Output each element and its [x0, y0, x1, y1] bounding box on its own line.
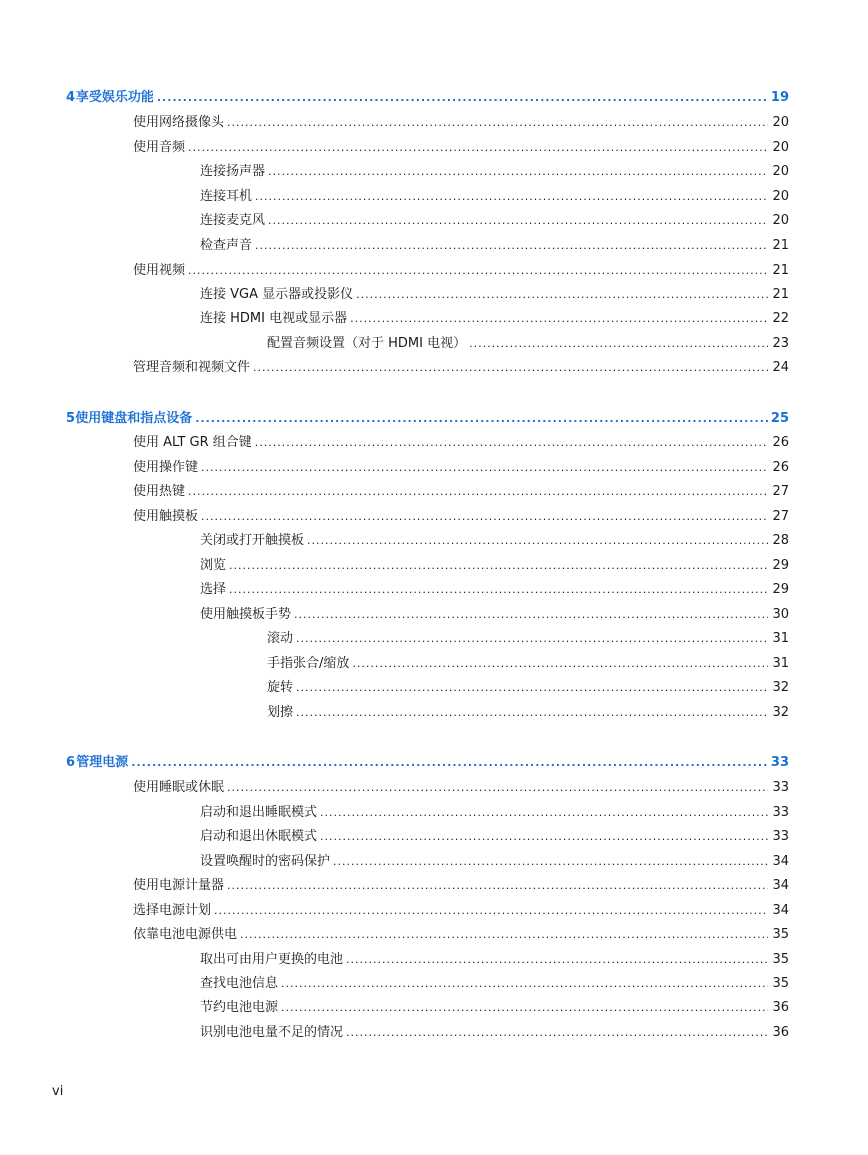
toc-entry[interactable]: [267, 335, 789, 353]
toc-page-number: 20: [772, 213, 789, 228]
toc-entry[interactable]: [267, 655, 789, 673]
toc-page-number: 34: [772, 903, 789, 918]
toc-entry[interactable]: [200, 1024, 789, 1042]
toc-page-number: 20: [772, 115, 789, 130]
toc-entry[interactable]: [200, 163, 789, 181]
toc-entry[interactable]: [133, 902, 789, 920]
toc-page-number: 30: [772, 607, 789, 622]
toc-entry[interactable]: [133, 877, 789, 895]
toc-page-number: 19: [770, 90, 789, 105]
toc-chapter-entry[interactable]: [66, 754, 789, 772]
toc-page-number: 35: [772, 976, 789, 991]
toc-entry-title: 划擦: [267, 705, 294, 720]
dot-leader: [296, 630, 768, 648]
toc-entry-title: 连接麦克风: [200, 213, 266, 228]
toc-entry[interactable]: [200, 853, 789, 871]
dot-leader: [346, 1024, 768, 1042]
toc-entry[interactable]: [200, 286, 789, 304]
chapter-number: 6: [66, 755, 76, 770]
toc-page-number: 20: [772, 164, 789, 179]
toc-entry-title: 启动和退出休眠模式: [200, 829, 318, 844]
toc-entry-title: 使用睡眠或休眠: [133, 780, 225, 795]
toc-page-number: 36: [772, 1025, 789, 1040]
toc-page-number: 29: [772, 582, 789, 597]
dot-leader: [195, 410, 768, 428]
toc-entry[interactable]: [200, 581, 789, 599]
toc-entry-title: 关闭或打开触摸板: [200, 533, 305, 548]
chapter-number: 4: [66, 90, 76, 105]
toc-page-number: 31: [772, 631, 789, 646]
toc-entry[interactable]: [200, 310, 789, 328]
toc-entry-title: 享受娱乐功能: [75, 90, 154, 105]
toc-entry-title: 取出可由用户更换的电池: [200, 952, 344, 967]
toc-entry-title: 连接耳机: [200, 189, 253, 204]
toc-entry[interactable]: [200, 951, 789, 969]
dot-leader: [255, 237, 768, 255]
toc-page-number: 20: [772, 189, 789, 204]
toc-entry-title: 使用触摸板手势: [200, 607, 292, 622]
toc-entry-title: 连接 VGA 显示器或投影仪: [200, 287, 354, 302]
dot-leader: [227, 877, 768, 895]
toc-entry-title: 连接 HDMI 电视或显示器: [200, 311, 348, 326]
toc-entry-title: 使用音频: [133, 140, 186, 155]
toc-page-number: 21: [772, 238, 789, 253]
toc-entry-title: 使用视频: [133, 263, 186, 278]
toc-page-number: 32: [772, 705, 789, 720]
dot-leader: [333, 853, 768, 871]
toc-page-number: 33: [770, 755, 789, 770]
toc-page-number: 26: [772, 435, 789, 450]
toc-entry[interactable]: [133, 483, 789, 501]
toc-entry-title: 选择: [200, 582, 227, 597]
toc-entry[interactable]: [200, 237, 789, 255]
toc-page-number: 22: [772, 311, 789, 326]
dot-leader: [320, 828, 768, 846]
dot-leader: [188, 483, 768, 501]
toc-entry-title: 使用热键: [133, 484, 186, 499]
dot-leader: [131, 754, 768, 772]
toc-entry-title: 配置音频设置（对于 HDMI 电视）: [267, 336, 467, 351]
toc-entry-title: 查找电池信息: [200, 976, 279, 991]
dot-leader: [281, 999, 768, 1017]
toc-page-number: 28: [772, 533, 789, 548]
toc-entry[interactable]: [200, 975, 789, 993]
toc-page-number: 27: [772, 509, 789, 524]
toc-entry-title: 连接扬声器: [200, 164, 266, 179]
toc-entry[interactable]: [200, 188, 789, 206]
toc-page-number: 33: [772, 805, 789, 820]
dot-leader: [253, 359, 768, 377]
toc-entry-title: 旋转: [267, 680, 294, 695]
page-number-footer: vi: [52, 1084, 64, 1099]
dot-leader: [296, 679, 768, 697]
toc-page-number: 26: [772, 460, 789, 475]
toc-page-number: 24: [772, 360, 789, 375]
toc-entry-title: 管理电源: [76, 755, 129, 770]
toc-entry-title: 依靠电池电源供电: [133, 927, 238, 942]
dot-leader: [350, 310, 768, 328]
dot-leader: [346, 951, 768, 969]
toc-entry-title: 使用触摸板: [133, 509, 199, 524]
dot-leader: [227, 114, 768, 132]
toc-entry[interactable]: [133, 459, 789, 477]
dot-leader: [240, 926, 768, 944]
toc-page-number: 20: [772, 140, 789, 155]
dot-leader: [188, 262, 768, 280]
dot-leader: [255, 434, 768, 452]
dot-leader: [188, 139, 768, 157]
toc-entry[interactable]: [133, 359, 789, 377]
toc-entry-title: 使用网络摄像头: [133, 115, 225, 130]
toc-page-number: 34: [772, 854, 789, 869]
toc-page-number: 25: [770, 411, 789, 426]
toc-entry-title: 选择电源计划: [133, 903, 212, 918]
toc-entry-title: 使用 ALT GR 组合键: [133, 435, 252, 450]
toc-entry[interactable]: [133, 114, 789, 132]
toc-entry-title: 管理音频和视频文件: [133, 360, 251, 375]
dot-leader: [320, 804, 768, 822]
toc-page-number: 21: [772, 287, 789, 302]
toc-page-number: 21: [772, 263, 789, 278]
toc-page-number: 35: [772, 952, 789, 967]
dot-leader: [157, 89, 768, 107]
dot-leader: [229, 581, 768, 599]
toc-entry[interactable]: [133, 262, 789, 280]
toc-page-number: 27: [772, 484, 789, 499]
dot-leader: [227, 779, 768, 797]
toc-page-number: 23: [772, 336, 789, 351]
toc-entry[interactable]: [200, 557, 789, 575]
toc-entry-title: 滚动: [267, 631, 294, 646]
dot-leader: [307, 532, 768, 550]
toc-entry[interactable]: [200, 212, 789, 230]
toc-entry[interactable]: [200, 532, 789, 550]
toc-entry[interactable]: [267, 704, 789, 722]
toc-entry[interactable]: [200, 828, 789, 846]
toc-entry[interactable]: [133, 508, 789, 526]
toc-entry-title: 识别电池电量不足的情况: [200, 1025, 344, 1040]
toc-entry-title: 启动和退出睡眠模式: [200, 805, 318, 820]
dot-leader: [268, 212, 768, 230]
dot-leader: [201, 459, 768, 477]
toc-entry[interactable]: [133, 926, 789, 944]
toc-chapter-entry[interactable]: [66, 410, 789, 428]
toc-entry[interactable]: [133, 779, 789, 797]
dot-leader: [352, 655, 768, 673]
dot-leader: [201, 508, 768, 526]
toc-entry-title: 手指张合/缩放: [267, 656, 350, 671]
toc-page-number: 34: [772, 878, 789, 893]
toc-entry-title: 浏览: [200, 558, 227, 573]
toc-entry-title: 使用操作键: [133, 460, 199, 475]
toc-page-number: 35: [772, 927, 789, 942]
toc-entry-title: 节约电池电源: [200, 1000, 279, 1015]
toc-entry[interactable]: [200, 606, 789, 624]
dot-leader: [281, 975, 768, 993]
toc-page-number: 32: [772, 680, 789, 695]
toc-entry[interactable]: [200, 999, 789, 1017]
toc-page-number: 33: [772, 829, 789, 844]
toc-entry-title: 检查声音: [200, 238, 253, 253]
toc-entry-title: 使用键盘和指点设备: [75, 411, 193, 426]
dot-leader: [296, 704, 768, 722]
dot-leader: [469, 335, 768, 353]
dot-leader: [294, 606, 768, 624]
toc-entry[interactable]: [267, 679, 789, 697]
dot-leader: [214, 902, 768, 920]
dot-leader: [268, 163, 768, 181]
toc-page-number: 29: [772, 558, 789, 573]
toc-entry[interactable]: [133, 434, 789, 452]
toc-page-number: 36: [772, 1000, 789, 1015]
toc-page-number: 33: [772, 780, 789, 795]
toc-entry[interactable]: [133, 139, 789, 157]
dot-leader: [255, 188, 768, 206]
dot-leader: [229, 557, 768, 575]
toc-entry-title: 设置唤醒时的密码保护: [200, 854, 331, 869]
dot-leader: [356, 286, 768, 304]
toc-entry[interactable]: [200, 804, 789, 822]
toc-chapter-entry[interactable]: [66, 89, 789, 107]
toc-page-number: 31: [772, 656, 789, 671]
chapter-number: 5: [66, 411, 76, 426]
toc-entry[interactable]: [267, 630, 789, 648]
toc-entry-title: 使用电源计量器: [133, 878, 225, 893]
